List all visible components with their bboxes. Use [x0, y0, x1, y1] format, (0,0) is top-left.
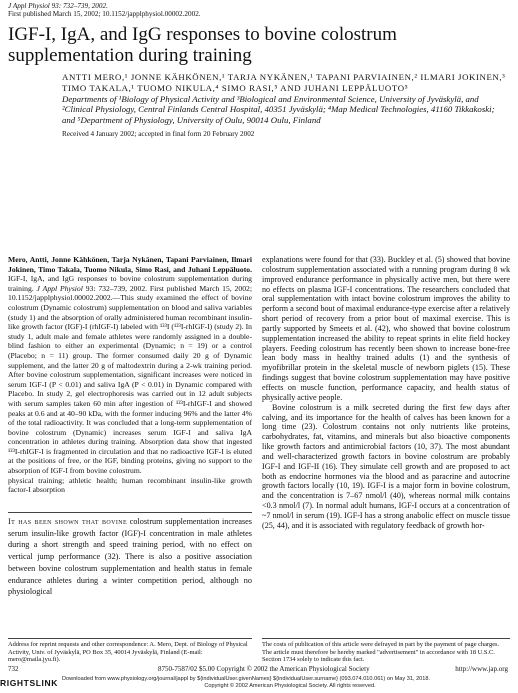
- author-names: ANTTI MERO,¹ JONNE KÄHKÖNEN,¹ TARJA NYKÄNEN,¹ TAPANI PARVIAINEN,² ILMARI JOKINEN,³ TIMO TAKALA,¹ TUOMO NIKULA,⁴ SIMO RASI,⁵ AND JUHANI LEPPÄLUOTO⁵: [62, 72, 506, 93]
- address-footnote: Address for reprint requests and other correspondence: A. Mero, Dept. of Biology of Physical Activity, Univ. of Jyväskylä, PO Box 35, 40014 Jyväskylä, Finland (E-mail: mero@maila.jyu.fi).: [8, 641, 248, 664]
- intro-text: colostrum supplementation increases serum insulin-like growth factor (IGF)-I concentration in male athletes during a short strength and speed training period, with no effect on vertical jump performance (32). There is also a positive association between bovine colostrum supplementation and health status in female endurance athletes during a winter competition period, although no physiological: [8, 517, 252, 597]
- first-published-line: First published March 15, 2002; 10.1152/japplphysiol.00002.2002.: [8, 10, 201, 18]
- article-title: IGF-I, IgA, and IgG responses to bovine colostrum supplementation during training: [8, 24, 397, 66]
- abstract-citation-authors: Mero, Antti, Jonne Kähkönen, Tarja Nykänen, Tapani Parviainen, Ilmari Jokinen, Timo Takala, Tuomo Nikula, Simo Rasi, and Juhani Leppäluoto.: [8, 255, 252, 274]
- author-block: [62, 72, 507, 140]
- issn-copyright: 8750-7587/02 $5.00 Copyright © 2002 the American Physiological Society: [158, 665, 370, 673]
- body-paragraph-2: Bovine colostrum is a milk secreted during the first few days after calving, and its importance for the health of calves has been known for a long time (23). Colostrum contains not only nutrients like proteins, carbohydrates, fat, vitamins, and minerals but also bioactive components like growth factors and antimicrobial factors (10, 37). The most abundant and well-characterized growth factors in bovine colostrum are probably IGF-I and IGF-II (16). They simulate cell growth and are proposed to act both as endocrine hormones via the blood and as paracrine and autocrine growth factors locally (10, 19). IGF-I is a major form in bovine colostrum, and the concentration is 7–67 nmol/l (40), whereas normal milk contains <0.3 nmol/l (7). In normal adult humans, IGF-I occurs at a concentration of ~7 nmol/l in serum (19). IGF-I has a strong anabolic effect on muscle tissue (25, 44), and it is associated with regulatory feedback of growth hor-: [262, 402, 510, 530]
- introduction: [8, 516, 252, 598]
- intro-lead: It has been shown that bovine: [8, 517, 128, 526]
- abstract: [8, 255, 252, 476]
- download-line: Downloaded from www.physiology.org/journal/jappl by ${individualUser.givenNames} ${individualUser.surname} (093.074.010.061) on May 31, 2018.: [62, 676, 431, 682]
- download-notice: [62, 676, 518, 690]
- abstract-body: 93: 732–739, 2002. First published March 15, 2002; 10.1152/japplphysiol.00002.2002.—This study examined the effect of bovine colostrum (Dynamic colostrum) supplementation on blood and saliva variables (study 1) and the absorption of orally administered human recombinant insulin-like growth factor (IGF)-I (rhIGF-I) labeled with ¹²³I (¹²³I-rhIGF-I) (study 2). In study 1, adult male and female athletes were randomly assigned in a double-blind fashion to either an experimental (Dynamic; n = 19) or a control (Placebo; n = 11) group. The former consumed daily 20 g of Dynamic supplement, and the latter 20 g of maltodextrin during a 2-wk training period. After bovine colostrum supplementation, significant increases were noticed in serum IGF-I (P < 0.01) and saliva IgA (P < 0.01) in Dynamic compared with Placebo. In study 2, gel electrophoresis was carried out in 12 adult subjects with serum samples taken 60 min after ingestion of ¹²³I-rhIGF-I and showed peaks at 0.6 and at 40–90 kDa, with the former inducing 96% and the latter 4% of the total radioactivity. It was concluded that a long-term supplementation of bovine colostrum (Dynamic) increases serum IGF-I and saliva IgA concentration in athletes during training. Absorption data show that ingested ¹²³I-rhIGF-I is fragmented in circulation and that no radioactive IGF-I is eluted at the positions of free, or the IGF, binding proteins, giving no support to the absorption of IGF-I from bovine colostrum.: [8, 283, 252, 476]
- left-column: [8, 255, 252, 495]
- abstract-journal: J Appl Physiol: [36, 283, 83, 293]
- journal-header: [8, 2, 201, 18]
- author-affiliations: Departments of ¹Biology of Physical Activity and ³Biological and Environmental Science, University of Jyväskylä, and ²Clinical Physiology, Central Finlands Central Hospital, 40351 Jyväskylä; ⁴Map Medical Technologies, 41160 Tikkakoski; and ⁵Department of Physiology, University of Oulu, 90014 Oulu, Finland: [62, 93, 495, 126]
- rightslink-logo[interactable]: RIGHTSLINK: [0, 678, 58, 688]
- journal-url[interactable]: http://www.jap.org: [455, 665, 508, 673]
- keywords: physical training; athletic health; human recombinant insulin-like growth factor-I absorption: [8, 475, 252, 495]
- footnote-divider-left: [8, 638, 252, 639]
- right-column: [262, 255, 510, 531]
- abstract-citation-title: IGF-I, IgA, and IgG responses to bovine colostrum supplementation during training.: [8, 274, 252, 293]
- body-paragraph-1: explanations were found for that (33). Buckley et al. (5) showed that bovine colostrum supplementation associated with a running program during 8 wk improved endurance performance in physically active men, but there were no effects on plasma IGF-I concentrations. The researchers concluded that oral supplementation with intact bovine colostrum improves the ability to perform a second bout of maximal endurance-type exercise after a relatively short period of recovery from a prior bout of maximal exercise. This is partly supported by Smeets et al. (42), who showed that bovine colostrum supplementation increased the ability to repeat sprints in elite field hockey players. Feeding colostrum has recently been shown to increase bone-free lean body mass in healthy trained adults (1) and the synthesis of myofibrillar protein in the skeletal muscle of newborn piglets (15). These findings suggest that bovine colostrum supplementation may have positive effects on muscle function, performance capacity, and health status of physically active people.: [262, 255, 510, 402]
- copyright-line: Copyright © 2002 American Physiological Society. All rights reserved.: [204, 683, 376, 689]
- journal-citation-line: J Appl Physiol 93: 732–739, 2002.: [8, 2, 108, 10]
- footnote-divider-right: [262, 638, 510, 639]
- page-number: 732: [8, 665, 19, 673]
- abstract-divider: [8, 512, 252, 513]
- page-charges-footnote: The costs of publication of this article were defrayed in part by the payment of page charges. The article must therefore be hereby marked "advertisement" in accordance with 18 U.S.C. Section 1734 solely to indicate this fact.: [262, 641, 500, 664]
- received-dates: Received 4 January 2002; accepted in final form 20 February 2002: [62, 129, 255, 138]
